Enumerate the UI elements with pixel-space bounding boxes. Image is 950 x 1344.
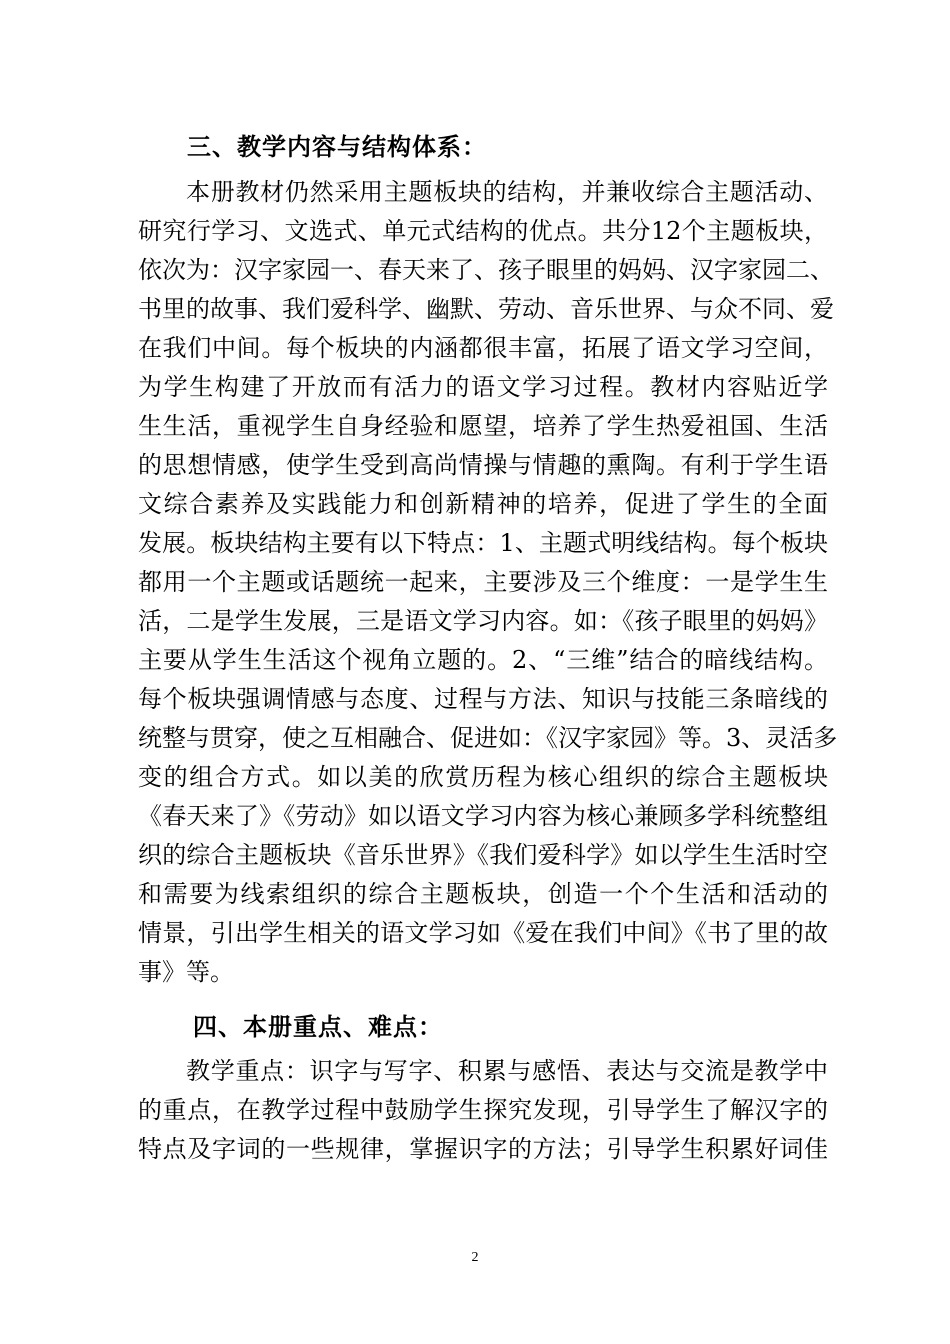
- text-line: 依次为：汉字家园一、春天来了、孩子眼里的妈妈、汉字家园二、: [138, 256, 834, 284]
- text-line: 情景，引出学生相关的语文学习如《爱在我们中间》《书了里的故: [138, 919, 828, 947]
- text-line: 统整与贯穿，使之互相融合、促进如：《汉字家园》等。3、灵活多: [138, 724, 838, 752]
- text-line: 事》等。: [138, 958, 234, 986]
- text-line: 在我们中间。每个板块的内涵都很丰富，拓展了语文学习空间，: [138, 334, 828, 362]
- text-line: 变的组合方式。如以美的欣赏历程为核心组织的综合主题板块: [138, 763, 828, 791]
- text-line: 特点及字词的一些规律，掌握识字的方法；引导学生积累好词佳: [138, 1135, 828, 1163]
- text-line: 书里的故事、我们爱科学、幽默、劳动、音乐世界、与众不同、爱: [138, 295, 834, 323]
- text-line: 为学生构建了开放而有活力的语文学习过程。教材内容贴近学: [138, 373, 828, 401]
- section-heading-teaching-content: 三、教学内容与结构体系：: [187, 133, 487, 161]
- text-line: 本册教材仍然采用主题板块的结构，并兼收综合主题活动、: [186, 178, 828, 206]
- text-line: 每个板块强调情感与态度、过程与方法、知识与技能三条暗线的: [138, 685, 828, 713]
- text-line: 发展。板块结构主要有以下特点：1、主题式明线结构。每个板块: [138, 529, 828, 557]
- text-line: 和需要为线索组织的综合主题板块，创造一个个生活和活动的: [138, 880, 828, 908]
- text-line: 文综合素养及实践能力和创新精神的培养，促进了学生的全面: [138, 490, 828, 518]
- page-number: 2: [471, 1250, 479, 1265]
- section-body-teaching-content: [138, 173, 838, 992]
- text-line: 活，二是学生发展，三是语文学习内容。如：《孩子眼里的妈妈》: [138, 607, 828, 635]
- text-line: 织的综合主题板块《音乐世界》《我们爱科学》如以学生生活时空: [138, 841, 828, 869]
- text-line: 主要从学生生活这个视角立题的。2、“三维”结合的暗线结构。: [138, 646, 828, 674]
- text-line: 生生活，重视学生自身经验和愿望，培养了学生热爱祖国、生活: [138, 412, 828, 440]
- text-line: 的重点，在教学过程中鼓励学生探究发现，引导学生了解汉字的: [138, 1096, 828, 1124]
- text-line: 研究行学习、文选式、单元式结构的优点。共分12个主题板块，: [138, 217, 828, 245]
- text-line: 教学重点：识字与写字、积累与感悟、表达与交流是教学中: [186, 1057, 828, 1085]
- text-line: 都用一个主题或话题统一起来，主要涉及三个维度：一是学生生: [138, 568, 828, 596]
- text-line: 的思想情感，使学生受到高尚情操与情趣的熏陶。有利于学生语: [138, 451, 828, 479]
- text-line: 《春天来了》《劳动》如以语文学习内容为核心兼顾多学科统整组: [138, 802, 828, 830]
- section-body-key-points: [138, 1052, 828, 1169]
- section-heading-key-points: 四、本册重点、难点：: [193, 1013, 443, 1041]
